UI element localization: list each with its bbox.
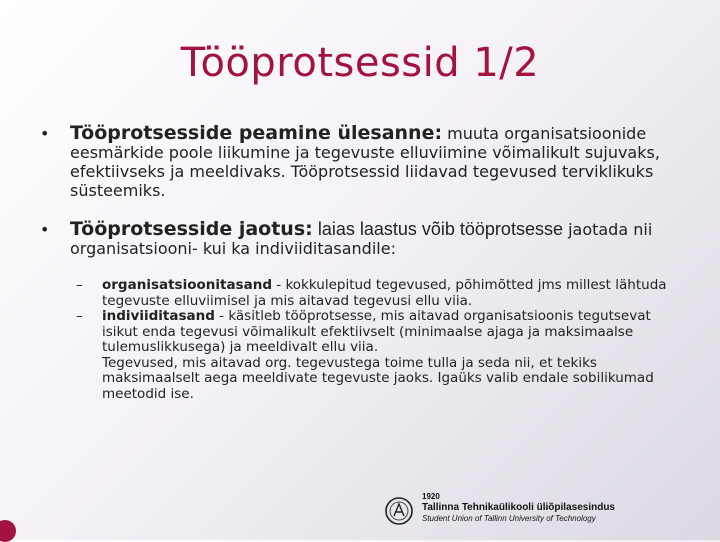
sub-item-individual-level: [76, 309, 690, 356]
logo-text: [422, 492, 615, 524]
bullet-heading: Tööprotsesside jaotus:: [70, 218, 313, 240]
bullet-item-division: [40, 220, 690, 258]
logo-year: 1920: [422, 492, 440, 501]
footer-logo: [384, 492, 634, 532]
sub-list: [40, 278, 690, 402]
bullet-marker: •: [40, 124, 50, 143]
sub-item-organisation-level: [76, 278, 690, 309]
sub-item-term: organisatsioonitasand: [102, 277, 272, 293]
bullet-text: muuta organisatsioonide eesmärkide poole liikumine ja tegevuste elluviimine võimalikult sujuvaks, efektiivseks ja meeldivaks. Tööprotsessid liidavad tegevused terviklikuks süsteemiks.: [70, 124, 660, 200]
sub-item-term: indiviiditasand: [102, 308, 215, 324]
slide-title: Tööprotsessid 1/2: [180, 40, 540, 86]
bullet-text-lead: laias laastus võib tööprotsesse: [317, 219, 563, 239]
bullet-heading: Tööprotsesside peamine ülesanne:: [70, 122, 443, 144]
sub-item-text: - käsitleb tööprotsesse, mis aitavad organisatsioonis tegutsevat isikut enda tegevusi võimalikult efektiivselt (minimaalse ajaga ja maksimaalse tulemuslikkusega) ja meeldivalt ellu viia.: [102, 308, 651, 355]
bullet-item-tasks: [40, 124, 690, 200]
sub-item-continuation: Tegevused, mis aitavad org. tegevustega toime tulla ja seda nii, et tekiks maksimaalselt aega meeldivate tegevuste jaoks. Igaüks valib endale sobilikumad meetodid ise.: [102, 354, 654, 402]
bullet-text: jaotada nii organisatsiooni- kui ka indiviiditasandile:: [70, 220, 653, 258]
sub-item-text: - kokkulepitud tegevused, põhimõtted jms millest lähtuda tegevuste elluviimisel ja mis aitavad tegevusi ellu viia.: [102, 277, 667, 309]
logo-subtitle: Student Union of Tallinn University of Technology: [422, 514, 596, 523]
logo-name: Tallinna Tehnikaülikooli üliõpilasesindus: [422, 502, 615, 513]
sub-bullet-marker: –: [76, 277, 83, 293]
accent-dot: [0, 520, 16, 542]
bullet-marker: •: [40, 220, 50, 239]
slide-content: [40, 124, 690, 402]
sub-bullet-marker: –: [76, 308, 83, 324]
university-emblem-icon: [384, 496, 414, 526]
